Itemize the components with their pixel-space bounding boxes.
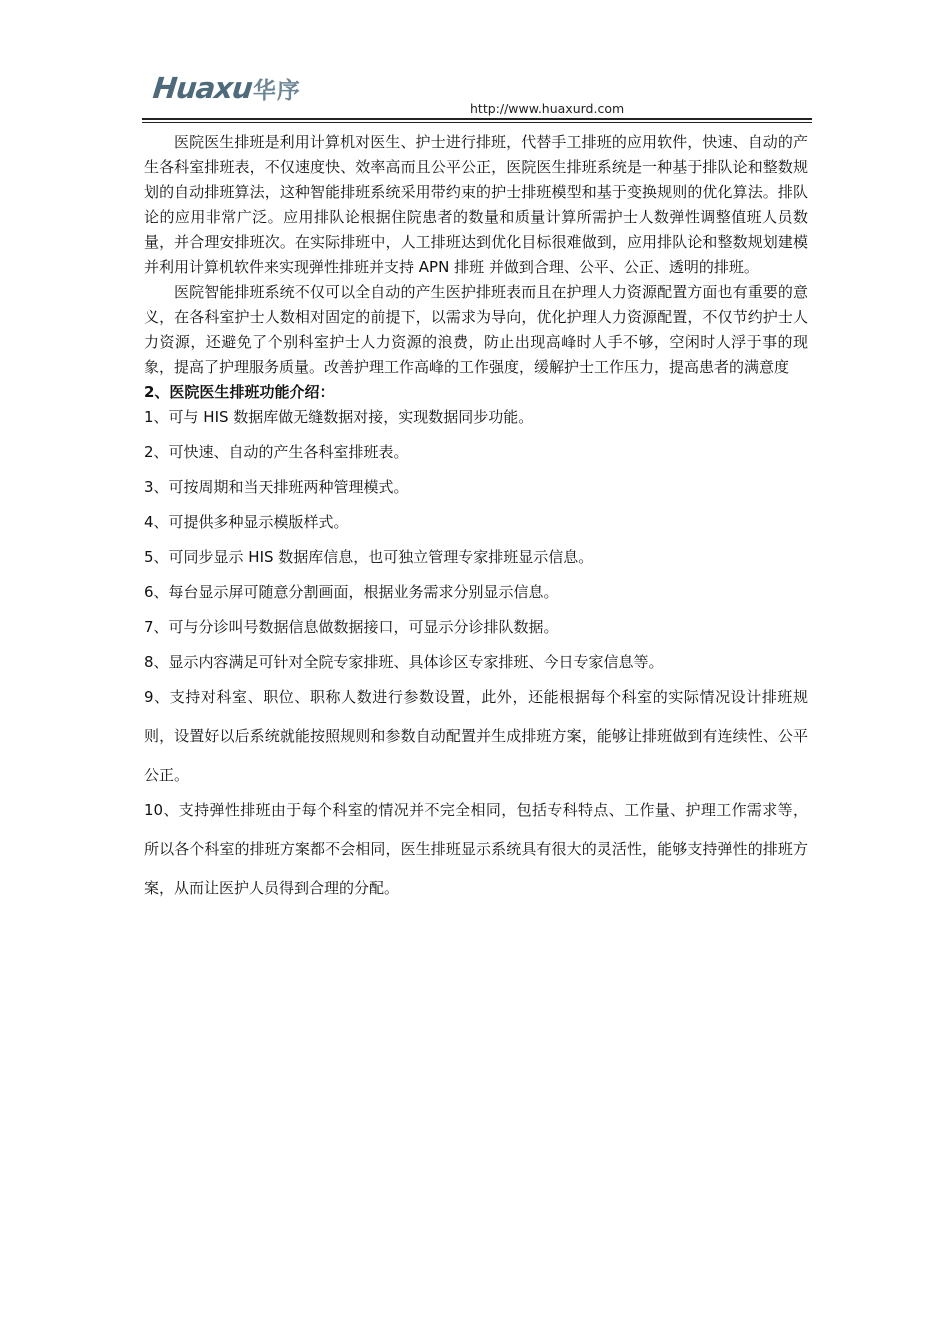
document-body [144, 130, 808, 911]
feature-item-8: 8、显示内容满足可针对全院专家排班、具体诊区专家排班、今日专家信息等。 [144, 653, 664, 671]
intro-paragraph-1: 医院医生排班是利用计算机对医生、护士进行排班，代替手工排班的应用软件，快速、自动的产生各科室排班表，不仅速度快、效率高而且公平公正，医院医生排班系统是一种基于排队论和整数规划的自动排班算法，这种智能排班系统采用带约束的护士排班模型和基于变换规则的优化算法。排队论的应用非常广泛。应用排队论根据住院患者的数量和质量计算所需护士人数弹性调整值班人员数量，并合理安排班次。在实际排班中，人工排班达到优化目标很难做到，应用排队论和整数规划建模并利用计算机软件来实现弹性排班并支持 APN 排班 并做到合理、公平、公正、透明的排班。 [144, 133, 808, 276]
header-rule-thick [142, 118, 812, 120]
feature-item-9: 9、支持对科室、职位、职称人数进行参数设置，此外，还能根据每个科室的实际情况设计排班规则，设置好以后系统就能按照规则和参数自动配置并生成排班方案，能够让排班做到有连续性、公平公正。 [144, 688, 808, 784]
feature-item-10: 10、支持弹性排班由于每个科室的情况并不完全相同，包括专科特点、工作量、护理工作需求等，所以各个科室的排班方案都不会相同，医生排班显示系统具有很大的灵活性，能够支持弹性的排班方案，从而让医护人员得到合理的分配。 [144, 801, 808, 897]
feature-item-7: 7、可与分诊叫号数据信息做数据接口，可显示分诊排队数据。 [144, 618, 559, 636]
huaxu-logo [153, 70, 301, 106]
header-rule-thin [142, 122, 812, 123]
feature-item-6: 6、每台显示屏可随意分割画面，根据业务需求分别显示信息。 [144, 583, 559, 601]
logo-latin-text: Huaxu [151, 71, 254, 105]
logo-cjk-text: 华序 [252, 77, 301, 104]
page-header [0, 0, 950, 130]
intro-paragraph-2: 医院智能排班系统不仅可以全自动的产生医护排班表而且在护理人力资源配置方面也有重要的意义，在各科室护士人数相对固定的前提下，以需求为导向，优化护理人力资源配置，不仅节约护士人力资源，还避免了个别科室护士人力资源的浪费，防止出现高峰时人手不够，空闲时人浮于事的现象，提高了护理服务质量。改善护理工作高峰的工作强度，缓解护士工作压力，提高患者的满意度 [144, 283, 808, 376]
feature-item-1: 1、可与 HIS 数据库做无缝数据对接，实现数据同步功能。 [144, 408, 534, 426]
section-title: 2、医院医生排班功能介绍： [144, 383, 335, 401]
feature-item-4: 4、可提供多种显示模版样式。 [144, 513, 349, 531]
header-url: http://www.huaxurd.com [470, 101, 625, 116]
feature-item-5: 5、可同步显示 HIS 数据库信息，也可独立管理专家排班显示信息。 [144, 548, 594, 566]
feature-item-2: 2、可快速、自动的产生各科室排班表。 [144, 443, 409, 461]
feature-item-3: 3、可按周期和当天排班两种管理模式。 [144, 478, 409, 496]
feature-list [144, 405, 808, 908]
